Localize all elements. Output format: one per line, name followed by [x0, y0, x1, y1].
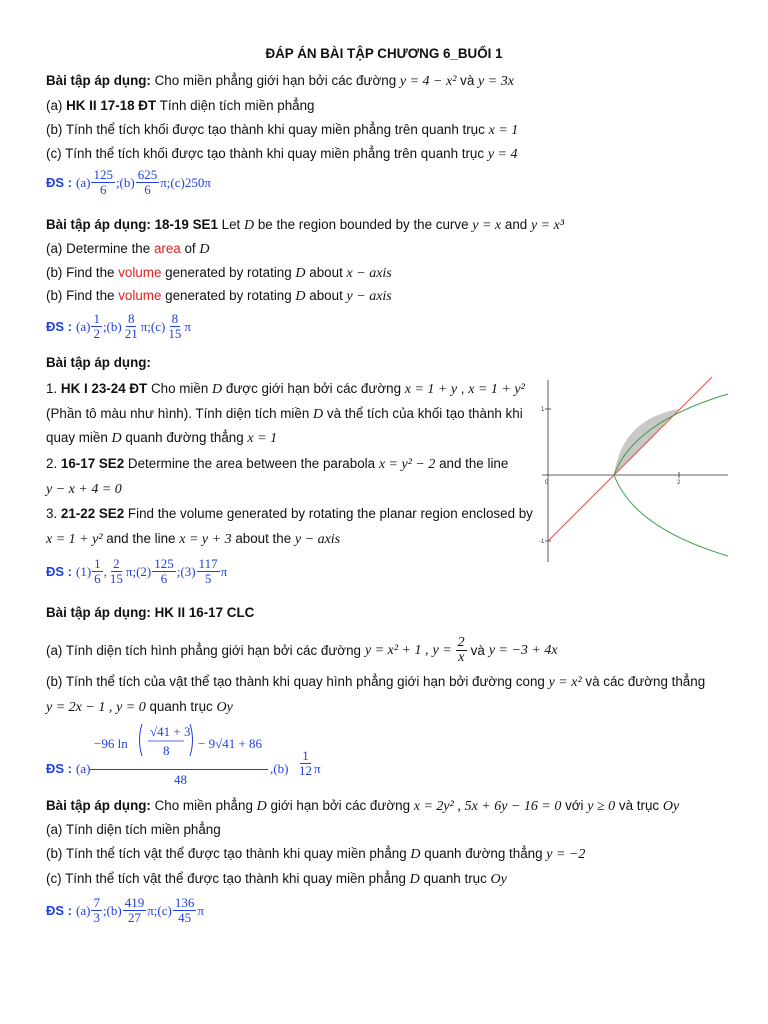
tick-label-ym1: -1: [539, 539, 545, 545]
s4-part-a: (a) Tính diện tích hình phẳng giới hạn bởi các đường y = x² + 1 , y = $\frac{2}{x}$ và y = −3 + 4x: [46, 635, 558, 665]
s1-part-a: (a) HK II 17-18 ĐT Tính diện tích miền phẳng: [46, 98, 315, 113]
tick-label-y1: 1: [541, 407, 545, 413]
s4-heading: Bài tập áp dụng: HK II 16-17 CLC: [46, 605, 255, 620]
s3-p1-line1: 1. HK I 23-24 ĐT Cho miền D được giới hạn bởi các đường x = 1 + y , x = 1 + y²: [46, 381, 525, 397]
s3-p2-line1: 2. 16-17 SE2 Determine the area between the parabola x = y² − 2 and the line: [46, 456, 509, 472]
s1-part-b: (b) Tính thể tích khối được tạo thành khi quay miền phẳng trên quanh trục x = 1: [46, 122, 519, 138]
s1-intro: Bài tập áp dụng: Cho miền phẳng giới hạn bởi các đường y = 4 − x² và y = 3x: [46, 73, 514, 89]
s2-intro: Bài tập áp dụng: 18-19 SE1 Let D be the region bounded by the curve y = x and y = x³: [46, 217, 565, 233]
line-curve: [548, 377, 712, 541]
s5-intro: Bài tập áp dụng: Cho miền phẳng D giới hạn bởi các đường x = 2y² , 5x + 6y − 16 = 0 với y ≥ 0 và trục Oy: [46, 798, 680, 814]
s4-answer: ĐS : (a) −96 ln √41 + 3 8 − 9√41 + 86 48 ,(b) $\frac{1}{12}$ π: [46, 724, 321, 787]
s2-answer: ĐS : (a) $\frac{1}{2}$ ;(b) $\frac{8}{21}$ π;(c) $\frac{8}{15}$ π: [46, 311, 191, 341]
s3-p3-line1: 3. 21-22 SE2 Find the volume generated by rotating the planar region enclosed by: [46, 506, 533, 521]
s4-part-b-line1: (b) Tính thể tích của vật thể tạo thành khi quay hình phẳng giới hạn bởi đường cong y = x² và các đường thẳng: [46, 674, 706, 690]
s3-p1-line2: (Phần tô màu như hình). Tính diện tích miền D và thể tích của khối tạo thành khi: [46, 406, 523, 422]
s5-part-a: (a) Tính diện tích miền phẳng: [46, 822, 221, 837]
s5-part-b: (b) Tính thể tích vật thể được tạo thành khi quay miền phẳng D quanh đường thẳng y = −2: [46, 846, 586, 862]
s4-part-b-line2: y = 2x − 1 , y = 0 quanh trục Oy: [46, 699, 233, 715]
s3-p1-line3: quay miền D quanh đường thẳng x = 1: [46, 430, 278, 446]
s2-part-c: (b) Find the volume generated by rotating D about y − axis: [46, 288, 392, 304]
region-graph: [538, 376, 730, 566]
s2-part-a: (a) Determine the area of D: [46, 241, 210, 257]
s2-part-b: (b) Find the volume generated by rotating D about x − axis: [46, 265, 392, 281]
s5-part-c: (c) Tính thể tích vật thể được tạo thành khi quay miền phẳng D quanh trục Oy: [46, 871, 507, 887]
s3-p3-line2: x = 1 + y² and the line x = y + 3 about the y − axis: [46, 531, 341, 547]
s3-p2-line2: y − x + 4 = 0: [46, 482, 122, 497]
s3-answer: ĐS : (1) $\frac{1}{6}$ , $\frac{2}{15}$ π;(2) $\frac{125}{6}$ ;(3) $\frac{117}{5}$ π: [46, 556, 228, 586]
tick-label-x0: 0: [545, 480, 549, 486]
s1-part-c: (c) Tính thể tích khối được tạo thành khi quay miền phẳng trên quanh trục y = 4: [46, 146, 518, 162]
s5-answer: ĐS : (a) $\frac{7}{3}$ ;(b) $\frac{419}{27}$ π;(c) $\frac{136}{45}$ π: [46, 895, 204, 925]
page-title: ĐÁP ÁN BÀI TẬP CHƯƠNG 6_BUỔI 1: [265, 46, 503, 61]
tick-label-x2: 2: [677, 480, 681, 486]
s1-answer: ĐS : (a) $\frac{125}{6}$ ;(b) $\frac{625}{6}$ π;(c)250π: [46, 167, 211, 197]
s3-heading: Bài tập áp dụng:: [46, 355, 151, 370]
